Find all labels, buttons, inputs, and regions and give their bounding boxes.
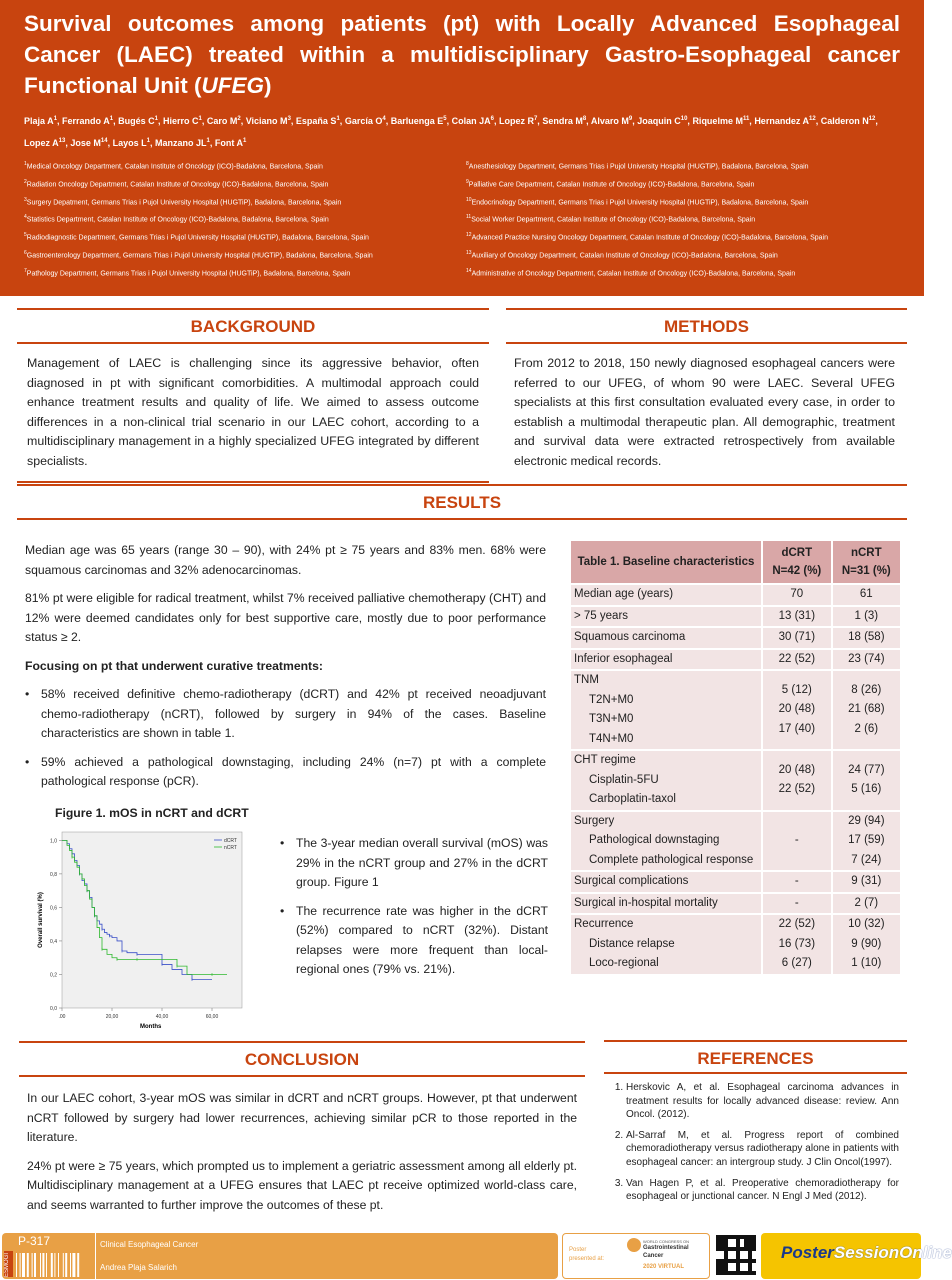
- table-label-cell: TNM T2N+M0 T3N+M0 T4N+M0: [571, 670, 762, 750]
- table-row: [571, 750, 900, 811]
- table-row: [571, 670, 900, 750]
- references-heading: REFERENCES: [604, 1040, 907, 1074]
- table-label-cell: Median age (years): [571, 584, 762, 606]
- references-list: [604, 1081, 907, 1204]
- congress-line-3: Cancer: [643, 1253, 664, 1259]
- author: España $S^1$: [295, 116, 340, 126]
- footer-topic: Clinical Esophageal Cancer: [100, 1240, 199, 1249]
- table-value-cell: -: [762, 811, 832, 872]
- table-label-cell: Surgical complications: [571, 871, 762, 893]
- figure-title: Figure 1. mOS in nCRT and dCRT: [55, 806, 249, 820]
- legend-label: dCRT: [224, 838, 237, 844]
- references-section: [604, 1040, 907, 1211]
- y-tick-label: 1,0: [50, 838, 57, 845]
- author: Jose $M^{14}$: [70, 138, 108, 148]
- conclusion-heading: CONCLUSION: [19, 1041, 585, 1077]
- affiliation: $^7$Pathology Department, Germans Trias i Pujol University Hospital (HUGTiP), Badalona, Barcelona, Spain: [24, 267, 351, 278]
- methods-section: [506, 308, 907, 472]
- reference-item: 2. Al-Sarraf M, et al. Progress report of combined chemoradiotherapy versus radiotherapy alone in patients with esophageal cancer: an intergroup study. J Clin Oncol(1997).: [626, 1129, 899, 1170]
- table-row: [571, 649, 900, 671]
- affiliation: $^3$Surgery Depatment, Germans Trias i Pujol University Hospital (HUGTiP), Badalona, Barcelona, Spain: [24, 196, 342, 206]
- author: Sendra $M^8$: [542, 116, 587, 126]
- legend-label: nCRT: [224, 845, 237, 851]
- table-row: [571, 893, 900, 915]
- results-bullet-4: • The recurrence rate was higher in the dCRT (52%) compared to nCRT (32%). Distant relapses were more frequent than local-regional ones (79% vs. 21%).: [280, 902, 548, 980]
- results-paragraph-2: 81% pt were eligible for radical treatment, whilst 7% received palliative chemotherapy (CHT) and 12% were deemed candidates only for best supportive care, mostly due to poor performance status ≥ 2.: [25, 591, 546, 644]
- barcode-icon: [16, 1253, 92, 1277]
- affiliation: $^{13}$Auxiliary of Oncology Department, Catalan Institute of Oncology (ICO)-Badalona, Barcelona, Spain: [466, 250, 778, 260]
- conclusion-paragraph-1: In our LAEC cohort, 3-year mOS was similar in dCRT and nCRT groups. However, pt that underwent nCRT followed by surgery had lower recurrences, achieving similar pCR to those reported in the literature.: [27, 1091, 577, 1144]
- congress-logo-icon: [627, 1238, 641, 1252]
- background-text: Management of LAEC is challenging since its aggressive behavior, often diagnosed in pt with significant comorbidities. A multimodal approach could enhance treatment results and quality of life. We aimed to assess outcome differences in a non-clinical trial scenario in our LAEC cohort, according to a multidisciplinary management in a highly specialized UFEG integrated by different specialists.: [27, 356, 479, 468]
- author: Viciano $M^3$: [245, 116, 291, 126]
- brand-logo[interactable]: [761, 1233, 952, 1279]
- author: Caro $M^2$: [206, 116, 241, 126]
- table-value-cell: 8 (26) 21 (68) 2 (6): [832, 670, 900, 750]
- footer-author: Andrea Plaja Salarich: [100, 1263, 177, 1272]
- conclusion-paragraph-2: 24% pt were ≥ 75 years, which prompted us to implement a geriatric assessment among all elderly pt. Multidisciplinary management at a UFEG ensures that LAEC pt receive optimized world-class care, and seems warranted to further improve the outcomes of these pt.: [27, 1158, 577, 1212]
- y-tick-label: 0,2: [50, 972, 57, 979]
- table-value-cell: 29 (94) 17 (59) 7 (24): [832, 811, 900, 872]
- x-axis-label: Months: [140, 1024, 162, 1030]
- table-row: [571, 627, 900, 649]
- x-tick-label: .00: [58, 1014, 66, 1020]
- table-label-cell: Surgery Pathological downstaging Complete pathological response: [571, 811, 762, 872]
- poster-header: [0, 0, 924, 296]
- affiliation: $^6$Gastroenterology Department, Germans Trias i Pujol University Hospital (HUGTiP), Badalona, Barcelona, Spain: [24, 250, 373, 260]
- title-text: Survival outcomes among patients (pt) with Locally Advanced Esophageal Cancer (LAEC) treated within a multidisciplinary Gastro-Esophageal cancer Functional Unit (: [24, 11, 900, 98]
- poster-title: [24, 8, 900, 101]
- title-end: ): [264, 73, 272, 98]
- affiliation: $^{12}$Advanced Practice Nursing Oncology Department, Catalan Institute of Oncology (ICO)-Badalona, Barcelona, Spain: [466, 232, 828, 242]
- author: Riquelme $M^{11}$: [692, 116, 750, 126]
- author: Manzano $JL^1$: [154, 138, 210, 148]
- congress-line-1: WORLD CONGRESS ON: [643, 1239, 690, 1244]
- y-tick-label: 0,6: [50, 905, 57, 912]
- results-bullet-3: • The 3-year median overall survival (mOS) was 29% in the nCRT group and 27% in the dCRT group. Figure 1: [280, 834, 548, 893]
- affiliation: $^4$Statistics Department, Catalan Institute of Oncology (ICO)-Badalona, Badalona, Barcelona, Spain: [24, 214, 329, 224]
- side-code: ESMOGI: [4, 1251, 13, 1277]
- table-value-cell: 24 (77) 5 (16): [832, 750, 900, 811]
- methods-heading: METHODS: [506, 308, 907, 344]
- table-header-cell: Table 1. Baseline characteristics: [571, 541, 762, 584]
- table-label-cell: CHT regime Cisplatin-5FU Carboplatin-taxol: [571, 750, 762, 811]
- title-acronym: UFEG: [201, 73, 264, 98]
- background-heading: BACKGROUND: [17, 308, 489, 344]
- affiliations: [24, 157, 900, 282]
- reference-item: 1. Herskovic A, et al. Esophageal carcinoma advances in treatment results for locally advanced disease: review. Ann Oncol. (2012).: [626, 1081, 899, 1122]
- table-value-cell: 70: [762, 584, 832, 606]
- table-value-cell: 20 (48) 22 (52): [762, 750, 832, 811]
- affiliation: $^5$Radiodiagnostic Department, Germans Trias i Pujol University Hospital (HUGTiP), Badalona, Barcelona, Spain: [24, 232, 369, 242]
- author: Hierro $C^1$: [162, 116, 202, 126]
- table-row: [571, 914, 900, 974]
- x-tick-label: 40,00: [155, 1014, 169, 1020]
- table-value-cell: 61: [832, 584, 900, 606]
- author: Plaja $A^1$: [24, 116, 58, 126]
- methods-text: From 2012 to 2018, 150 newly diagnosed esophageal cancers were referred to our UFEG, of whom 90 were LAEC. Several UFEG specialists at this first consultation evaluated every case, in order to establish a multimodal therapeutic plan. All demographic, treatment and survival data were extracted retrospectively from available electronic medical records.: [514, 356, 895, 468]
- author: Colan $JA^6$: [451, 116, 494, 126]
- affiliation: $^{10}$Endocrinology Department, Germans Trias i Pujol University Hospital (HUGTiP), Badalona, Barcelona, Spain: [466, 196, 809, 206]
- congress-badge: [562, 1233, 710, 1279]
- table-label-cell: Inferior esophageal: [571, 649, 762, 671]
- table-value-cell: 22 (52): [762, 649, 832, 671]
- table-value-cell: -: [762, 871, 832, 893]
- affiliation: $^{11}$Social Worker Department, Catalan Institute of Oncology (ICO)-Badalona, Barcelona, Spain: [466, 214, 756, 224]
- table-value-cell: 13 (31): [762, 606, 832, 628]
- author: Ferrando $A^1$: [62, 116, 114, 126]
- table-row: [571, 584, 900, 606]
- author: Alvaro $M^9$: [590, 116, 633, 126]
- table-value-cell: 10 (32) 9 (90) 1 (10): [832, 914, 900, 974]
- table-value-cell: 1 (3): [832, 606, 900, 628]
- table-header-cell: nCRT N=31 (%): [832, 541, 900, 584]
- table-row: [571, 606, 900, 628]
- author-list: Plaja $A^1$, Ferrando $A^1$, Bugés $C^1$, Hierro $C^1$, Caro $M^2$, Viciano $M^3$, España $S^1$, García $O^4$, Barluenga $E^5$, Colan $JA^6$, Lopez $R^7$, Sendra $M^8$, Alvaro $M^9$, Joaquin $C^{10}$, Riquelme $M^{11}$, Hernandez $A^{12}$, Calderon $N^{12}$, Lopez $A^{13}$, Jose $M^{14}$, Layos $L^1$, Manzano $JL^1$, Font $A^1$: [24, 116, 878, 148]
- y-tick-label: 0,4: [50, 938, 57, 945]
- author: Joaquin $C^{10}$: [637, 116, 688, 126]
- background-section: [17, 308, 489, 472]
- table-label-cell: Recurrence Distance relapse Loco-regional: [571, 914, 762, 974]
- table-row: [571, 811, 900, 872]
- x-tick-label: 20,00: [105, 1014, 119, 1020]
- author: Barluenga $E^5$: [390, 116, 447, 126]
- results-figure-text: [280, 834, 548, 989]
- poster-id: P-317: [4, 1234, 92, 1250]
- brand-part-2: SessionOnline: [833, 1243, 952, 1262]
- conclusion-section: [19, 1041, 585, 1224]
- affiliation: $^8$Anesthesiology Department, Germans Trias i Pujol University Hospital (HUGTiP), Badalona, Barcelona, Spain: [466, 161, 809, 171]
- table-value-cell: 18 (58): [832, 627, 900, 649]
- table-header-cell: dCRT N=42 (%): [762, 541, 832, 584]
- table-value-cell: -: [762, 893, 832, 915]
- table-value-cell: 2 (7): [832, 893, 900, 915]
- author: Calderon $N^{12}$: [820, 116, 876, 126]
- results-heading: RESULTS: [17, 484, 907, 520]
- y-axis-label: Overall survival (%): [38, 892, 44, 948]
- presented-at: Poster presented at:: [569, 1247, 605, 1262]
- y-tick-label: 0,8: [50, 871, 57, 878]
- affiliation: $^2$Radiation Oncology Department, Catalan Institute of Oncology (ICO)-Badalona, Barcelona, Spain: [24, 178, 329, 189]
- author: Hernandez $A^{12}$: [754, 116, 816, 126]
- author: Lopez $A^{13}$: [24, 138, 66, 148]
- poster-footer: [0, 1231, 952, 1280]
- affiliations-right: [458, 157, 900, 282]
- x-tick-label: 60,00: [205, 1014, 219, 1020]
- survival-chart: [30, 828, 250, 1038]
- author: Layos $L^1$: [112, 138, 150, 148]
- table-label-cell: Squamous carcinoma: [571, 627, 762, 649]
- table-value-cell: 22 (52) 16 (73) 6 (27): [762, 914, 832, 974]
- plot-area: [62, 832, 242, 1008]
- author: Lopez $R^7$: [498, 116, 538, 126]
- reference-item: 3. Van Hagen P, et al. Preoperative chemoradiotherapy for esophageal or junctional cancer. N Engl J Med (2012).: [626, 1177, 899, 1204]
- congress-line-2: Gastrointestinal: [643, 1245, 689, 1251]
- table-value-cell: 5 (12) 20 (48) 17 (40): [762, 670, 832, 750]
- results-bullet-2: • 59% achieved a pathological downstaging, including 24% (n=7) pt with a complete pathological response (pCR).: [25, 753, 546, 792]
- author: Font $A^1$: [214, 138, 247, 148]
- author: Bugés $C^1$: [118, 116, 158, 126]
- table-value-cell: 23 (74): [832, 649, 900, 671]
- table-value-cell: 30 (71): [762, 627, 832, 649]
- results-section: [17, 484, 907, 520]
- brand-part-1: Poster: [781, 1243, 834, 1262]
- table-label-cell: > 75 years: [571, 606, 762, 628]
- affiliations-left: [24, 157, 458, 282]
- results-paragraph-1: Median age was 65 years (range 30 – 90), with 24% pt ≥ 75 years and 83% men. 68% were squamous carcinomas and 32% adenocarcinomas.: [25, 543, 546, 577]
- table-row: [571, 871, 900, 893]
- results-text: [25, 541, 546, 801]
- author: García $O^4$: [344, 116, 386, 126]
- y-tick-label: 0,0: [50, 1006, 57, 1012]
- qr-code-icon[interactable]: [716, 1235, 756, 1275]
- results-paragraph-3: Focusing on pt that underwent curative treatments:: [25, 658, 323, 673]
- results-bullet-1: • 58% received definitive chemo-radiotherapy (dCRT) and 42% pt received neoadjuvant chemo-radiotherapy (nCRT), followed by surgery in 94% of the cases. Baseline characteristics are shown in table 1.: [25, 685, 546, 744]
- affiliation: $^9$Palliative Care Department, Catalan Institute of Oncology (ICO)-Badalona, Barcelona, Spain: [466, 178, 755, 189]
- congress-line-4: 2020 VIRTUAL: [643, 1264, 685, 1270]
- table-value-cell: 9 (31): [832, 871, 900, 893]
- affiliation: $^{14}$Administrative of Oncology Department, Catalan Institute of Oncology (ICO)-Badalona, Barcelona, Spain: [466, 267, 796, 278]
- baseline-table: [571, 541, 900, 974]
- affiliation: $^1$Medical Oncology Department, Catalan Institute of Oncology (ICO)-Badalona, Barcelona, Spain: [24, 161, 323, 171]
- table-label-cell: Surgical in-hospital mortality: [571, 893, 762, 915]
